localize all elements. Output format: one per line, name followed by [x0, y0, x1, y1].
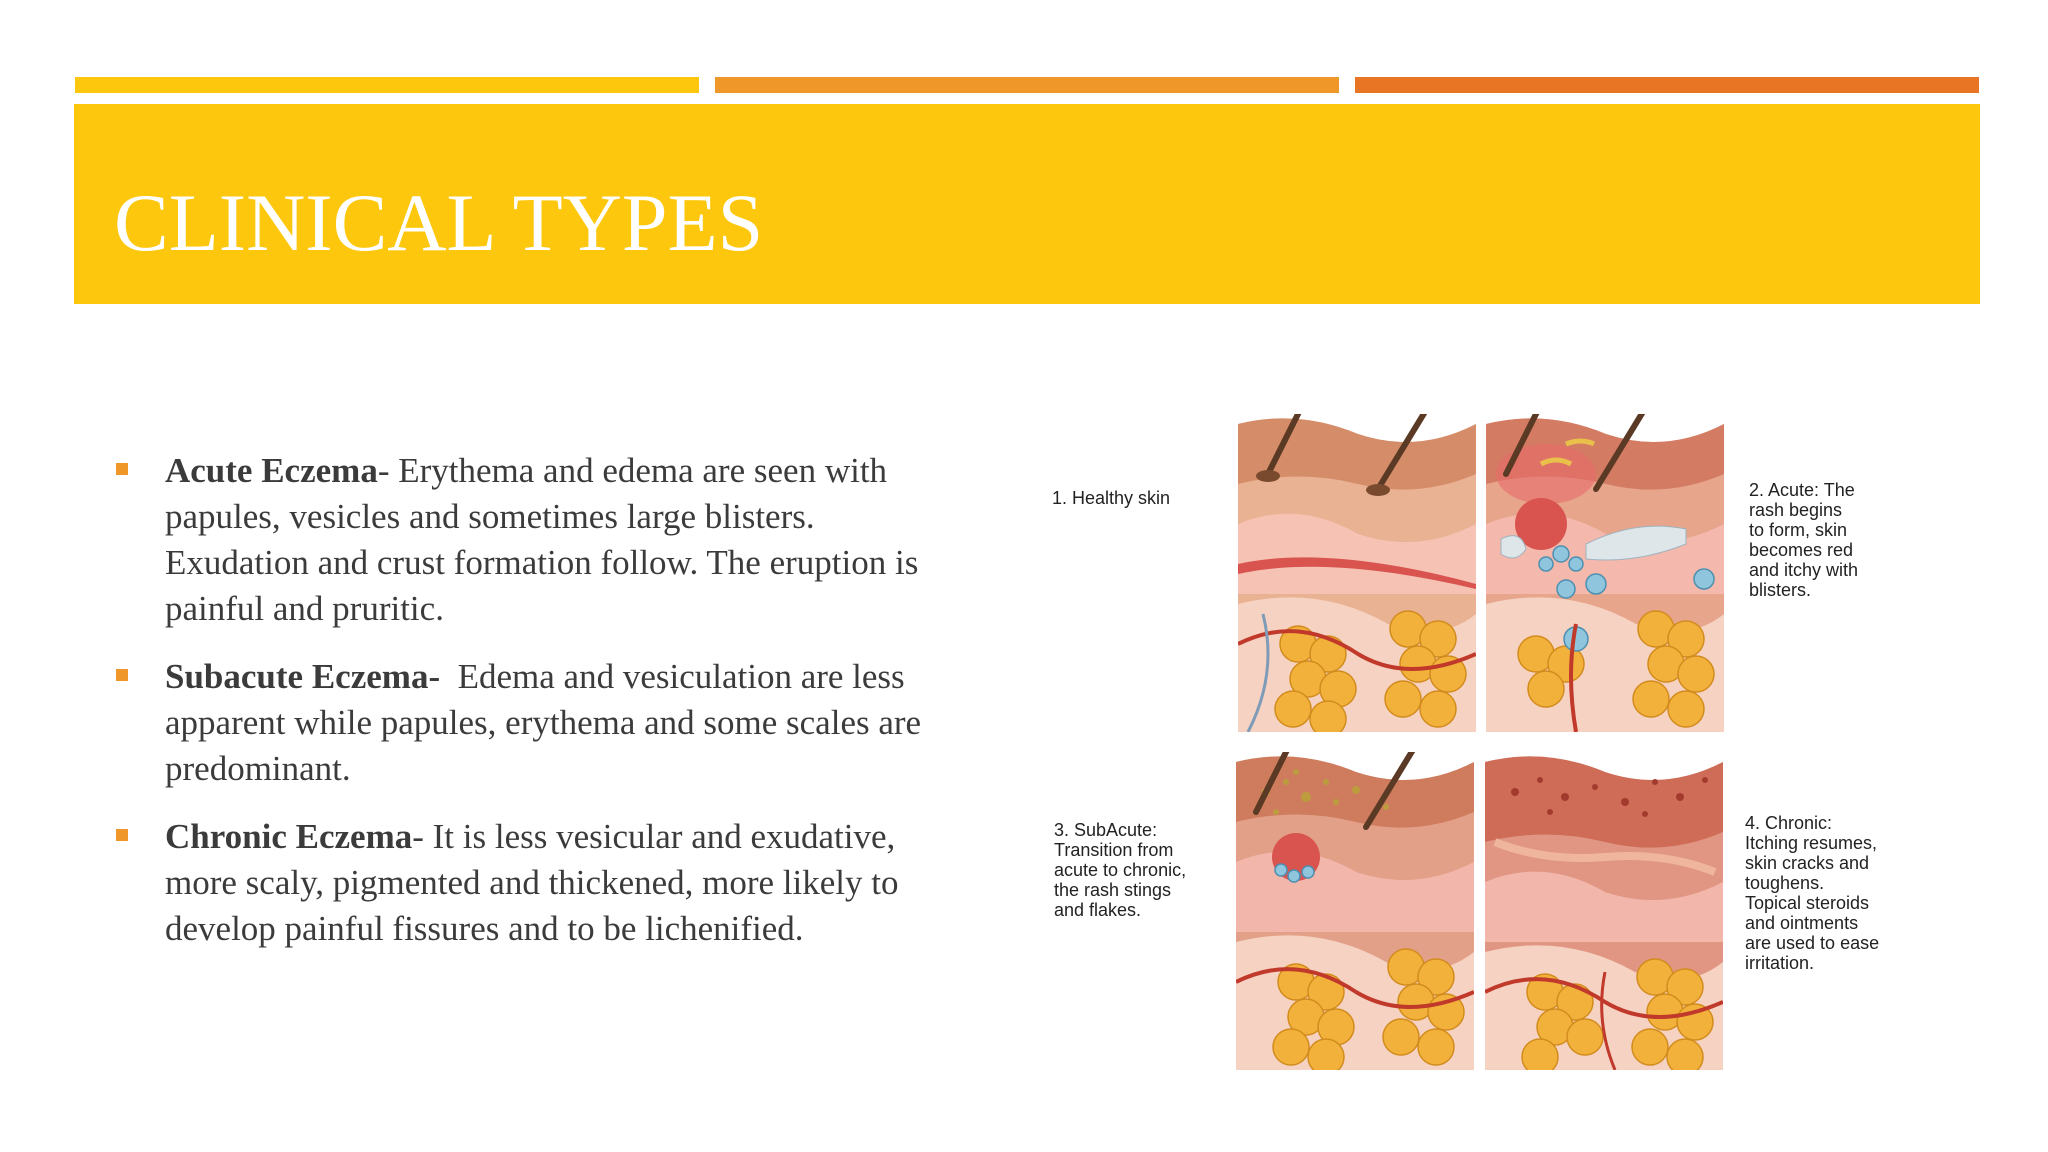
figure-caption-subacute: 3. SubAcute: Transition from acute to chronic, the rash stings and flakes.	[1054, 820, 1187, 920]
bullet-text: Edema and vesiculation are less apparent while papules, erythema and some scales are predominant.	[165, 657, 930, 788]
healthy-skin-panel	[1238, 414, 1476, 732]
square-bullet-icon	[116, 463, 128, 475]
square-bullet-icon	[116, 829, 128, 841]
accent-bar-dark-orange	[1355, 77, 1979, 93]
bullet-item-subacute	[114, 654, 934, 792]
acute-skin-panel	[1486, 414, 1724, 732]
figure-caption-healthy: 1. Healthy skin	[1052, 488, 1171, 508]
bullet-term: Subacute Eczema-	[165, 657, 441, 696]
bullet-text: - Erythema and edema are seen with papules, vesicles and sometimes large blisters. Exudation and crust formation follow. The eruption is painful and pruritic.	[165, 451, 919, 628]
bullet-item-acute	[114, 448, 934, 632]
figure-caption-chronic: 4. Chronic: Itching resumes, skin cracks and toughens. Topical steroids and ointments are used to ease irritation.	[1745, 813, 1880, 973]
bullet-term: Chronic Eczema	[165, 817, 413, 856]
title-band	[74, 104, 1980, 304]
square-bullet-icon	[116, 669, 128, 681]
accent-bar-orange	[715, 77, 1339, 93]
figure-caption-acute: 2. Acute: The rash begins to form, skin becomes red and itchy with blisters.	[1749, 480, 1859, 600]
chronic-skin-panel	[1485, 752, 1723, 1070]
subacute-skin-panel	[1236, 752, 1474, 1070]
eczema-stages-illustration	[1024, 330, 1944, 1120]
bullet-term: Acute Eczema	[165, 451, 378, 490]
bullet-item-chronic	[114, 814, 934, 952]
slide-title: CLINICAL TYPES	[114, 177, 764, 268]
bullet-text: - It is less vesicular and exudative, more scaly, pigmented and thickened, more likely to develop painful fissures and to be lichenified.	[165, 817, 899, 948]
accent-bar-yellow	[75, 77, 699, 93]
bullet-list	[114, 448, 934, 974]
